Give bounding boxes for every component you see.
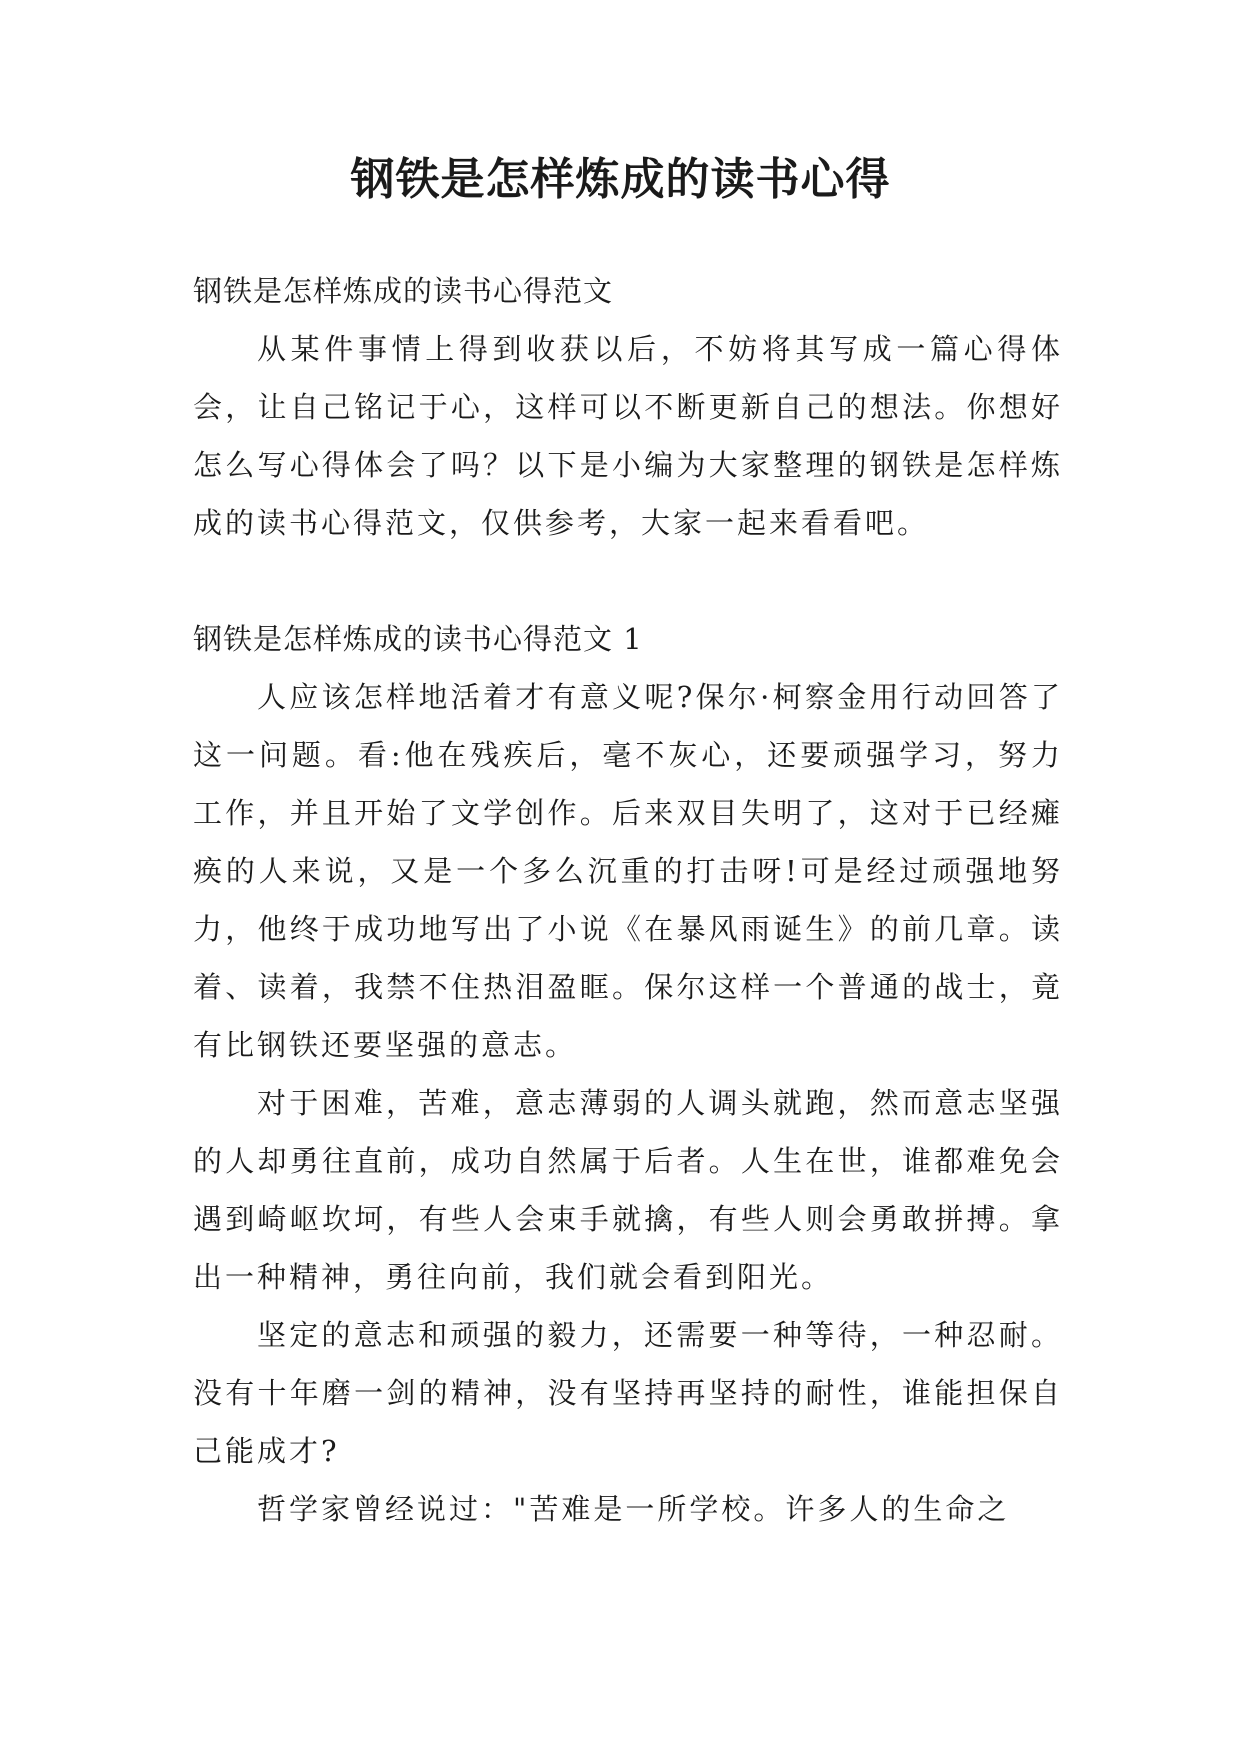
body-paragraph: 哲学家曾经说过："苦难是一所学校。许多人的生命之	[257, 1492, 1010, 1526]
section-spacer	[193, 552, 1063, 610]
body-paragraph: 对于困难，苦难，意志薄弱的人调头就跑，然而意志坚强的人却勇往直前，成功自然属于后者。人生在世，谁都难免会遇到崎岖坎坷，有些人会束手就擒，有些人则会勇敢拼搏。拿出一种精神，勇往向前，我们就会看到阳光。	[193, 1086, 1063, 1294]
section-heading: 钢铁是怎样炼成的读书心得范文 1	[193, 622, 643, 656]
document-body	[193, 262, 1063, 1538]
document-title: 钢铁是怎样炼成的读书心得	[350, 154, 891, 205]
section-heading: 钢铁是怎样炼成的读书心得范文	[193, 274, 614, 308]
body-paragraph: 坚定的意志和顽强的毅力，还需要一种等待，一种忍耐。没有十年磨一剑的精神，没有坚持再坚持的耐性，谁能担保自己能成才?	[193, 1318, 1063, 1468]
intro-paragraph: 从某件事情上得到收获以后，不妨将其写成一篇心得体会，让自己铭记于心，这样可以不断更新自己的想法。你想好怎么写心得体会了吗？以下是小编为大家整理的钢铁是怎样炼成的读书心得范文，仅供参考，大家一起来看看吧。	[193, 332, 1063, 540]
body-paragraph: 人应该怎样地活着才有意义呢?保尔·柯察金用行动回答了这一问题。看:他在残疾后，毫不灰心，还要顽强学习，努力工作，并且开始了文学创作。后来双目失明了，这对于已经瘫痪的人来说，又是一个多么沉重的打击呀!可是经过顽强地努力，他终于成功地写出了小说《在暴风雨诞生》的前几章。读着、读着，我禁不住热泪盈眶。保尔这样一个普通的战士，竟有比钢铁还要坚强的意志。	[193, 680, 1063, 1062]
